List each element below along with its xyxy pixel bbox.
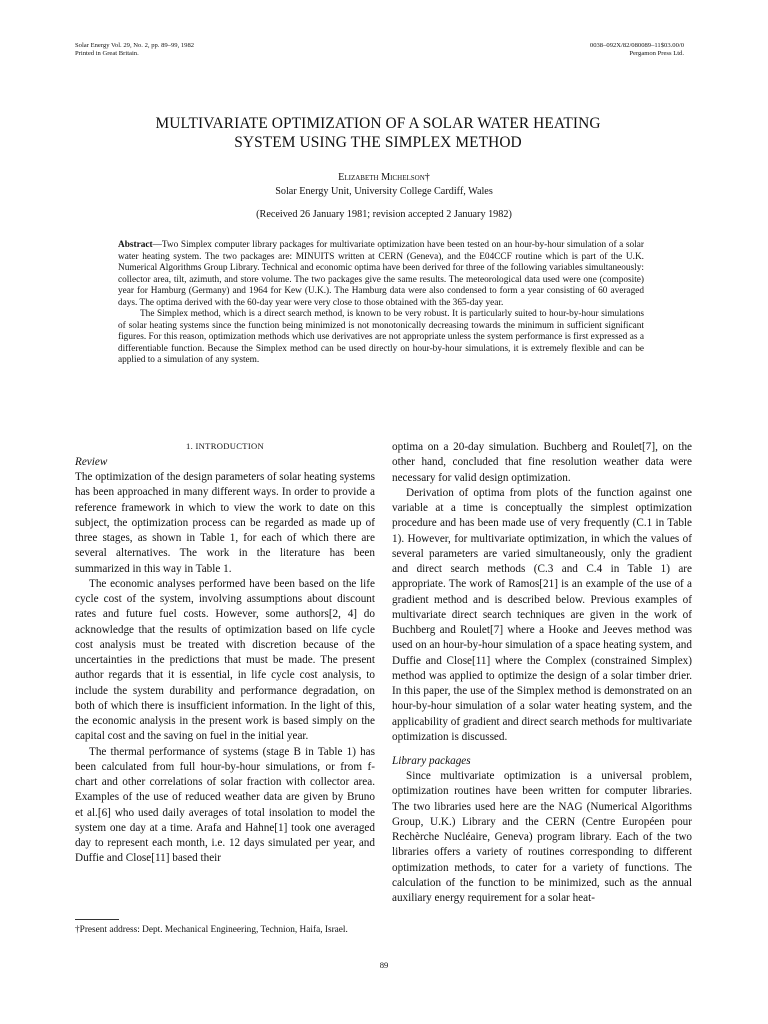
abstract-paragraph-2: The Simplex method, which is a direct search method, is known to be very robust. It is particularly suited to hour-by-hour simulations of solar heating systems since the function being minimized is not monotonically decreasing towards the minimum in sufficient significant figures. For this reason, optimization methods which use derivatives are not appropriate unless the system performance is first expressed as a differentiable function. Because the Simplex method can be used directly on hour-by-hour simulations, it is extremely flexible and can be applied to a simulation of any system. [118,309,644,365]
title-line-2: SYSTEM USING THE SIMPLEX METHOD [234,134,522,151]
page-number: 89 [379,960,389,970]
received-dates: (Received 26 January 1981; revision accepted 2 January 1982) [256,209,512,220]
footnote: †Present address: Dept. Mechanical Engineering, Technion, Haifa, Israel. [75,925,348,935]
section-gap [392,745,692,754]
subhead-review: Review [75,456,108,468]
left-paragraph-2: The economic analyses performed have been based on the life cycle cost of the system, involving assumptions about discount rates and future fuel costs. However, some authors[2, 4] do acknowledge that the results of optimization based on life cycle cost analysis must be treated with discretion because of the uncertainties in the predictions that must be made. The present author regards that it is essential, in life cycle cost analysis, to include the system durability and performance degradation, on both of which there is insufficient information. In the light of this, the economic analysis in the present work is based simply on the capital cost and the saving on fuel in the initial year. [75,577,375,743]
footnote-rule [75,919,119,920]
paper-title [60,114,696,152]
abstract [118,240,644,367]
left-paragraph-1: The optimization of the design parameters of solar heating systems has been approached in many different ways. In order to provide a reference framework in which to view the work to date on this subject, the optimization process can be regarded as made up of three stages, as shown in Table 1, for each of which there are several alternatives. The work in the literature has been summarized in this way in Table 1. [75,471,375,575]
section-title-introduction: 1. INTRODUCTION [185,441,265,451]
abstract-text-1: —Two Simplex computer library packages for multivariate optimization have been tested on an hour-by-hour simulation of a solar water heating system. The two packages are: MINUITS written at CERN (Geneva), and the E04CCF routine which is part of the U.K. Numerical Algorithms Group Library. Technical and economic optima have been derived for three of the following variables simultaneously: collector area, tilt, azimuth, and store volume. The two packages give the same results. The meteorological data used were one (composite) year for Hamburg (Germany) and 1964 for Kew (U.K.). The Hamburg data were also condensed to form a year consisting of 60 averaged days. The optima derived with the 60-day year were very close to those obtained with the 365-day year. [118,240,644,308]
left-column [75,440,375,867]
printed-in: Printed in Great Britain. [75,50,139,58]
author-name-text: Elizabeth Michelson† [338,172,430,183]
right-paragraph-2: Derivation of optima from plots of the function against one variable at a time is conceptually the simplest optimization procedure and has been made use of very frequently (C.1 in Table 1). However, for multivariate optimization, in which the values of several parameters are varied simultaneously, only the gradient and direct search methods (C.3 and C.4 in Table 1) are appropriate. The work of Ramos[21] is an example of the use of a gradient method and is described below. Previous examples of multivariate direct search techniques are given in the work of Buchberg and Roulet[7] where a Hooke and Jeeves method was used on an hour-by-hour simulation of a space heating system, and Duffie and Close[11] where the Complex (constrained Simplex) method was applied to optimize the design of a solar timber drier. In this paper, the use of the Simplex method is demonstrated on an hour-by-hour simulation of a solar water heating system, and the applicability of gradient and direct search methods for multivariate optimization is discussed. [392,486,692,743]
author-affiliation: Solar Energy Unit, University College Cardiff, Wales [275,186,493,197]
title-line-1: MULTIVARIATE OPTIMIZATION OF A SOLAR WATER HEATING [155,115,601,132]
author-name [0,172,768,183]
journal-citation: Solar Energy Vol. 29, No. 2, pp. 89–99, 1982 [75,42,195,49]
article-code: 0038–092X/82/080089–11$03.00/0 [589,42,684,49]
left-paragraph-3: The thermal performance of systems (stage B in Table 1) has been calculated from full hour-by-hour simulations, or from f-chart and other correlations of solar fraction with collector area. Examples of the use of reduced weather data are given by Bruno et al.[6] who used daily averages of total insolation to model the system one day at a time. Arafa and Hahne[1] took one averaged day to represent each month, i.e. 12 days simulated per year, and Duffie and Close[11] based their [75,745,375,865]
journal-header [75,42,194,59]
abstract-paragraph-1 [118,240,644,309]
abstract-label: Abstract [118,240,153,250]
right-paragraph-3: Since multivariate optimization is a universal problem, optimization routines have been written for computer libraries. The two libraries used here are the NAG (Numerical Algorithms Group, U.K.) Library and the CERN (Centre Européen pour Rechèrche Nucléaire, Geneva) program library. Each of the two libraries offers a variety of routines corresponding to different optimization methods, to cater for a variety of functions. The calculation of the function to be minimized, such as the annual auxiliary energy requirement for a solar heat- [392,770,692,904]
publisher-name: Pergamon Press Ltd. [629,50,684,58]
publisher-header [590,42,684,59]
subhead-library-packages: Library packages [392,755,471,767]
right-column [392,440,692,906]
right-paragraph-1: optima on a 20-day simulation. Buchberg and Roulet[7], on the other hand, concluded that fine resolution weather data were necessary for valid design optimization. [392,441,692,484]
